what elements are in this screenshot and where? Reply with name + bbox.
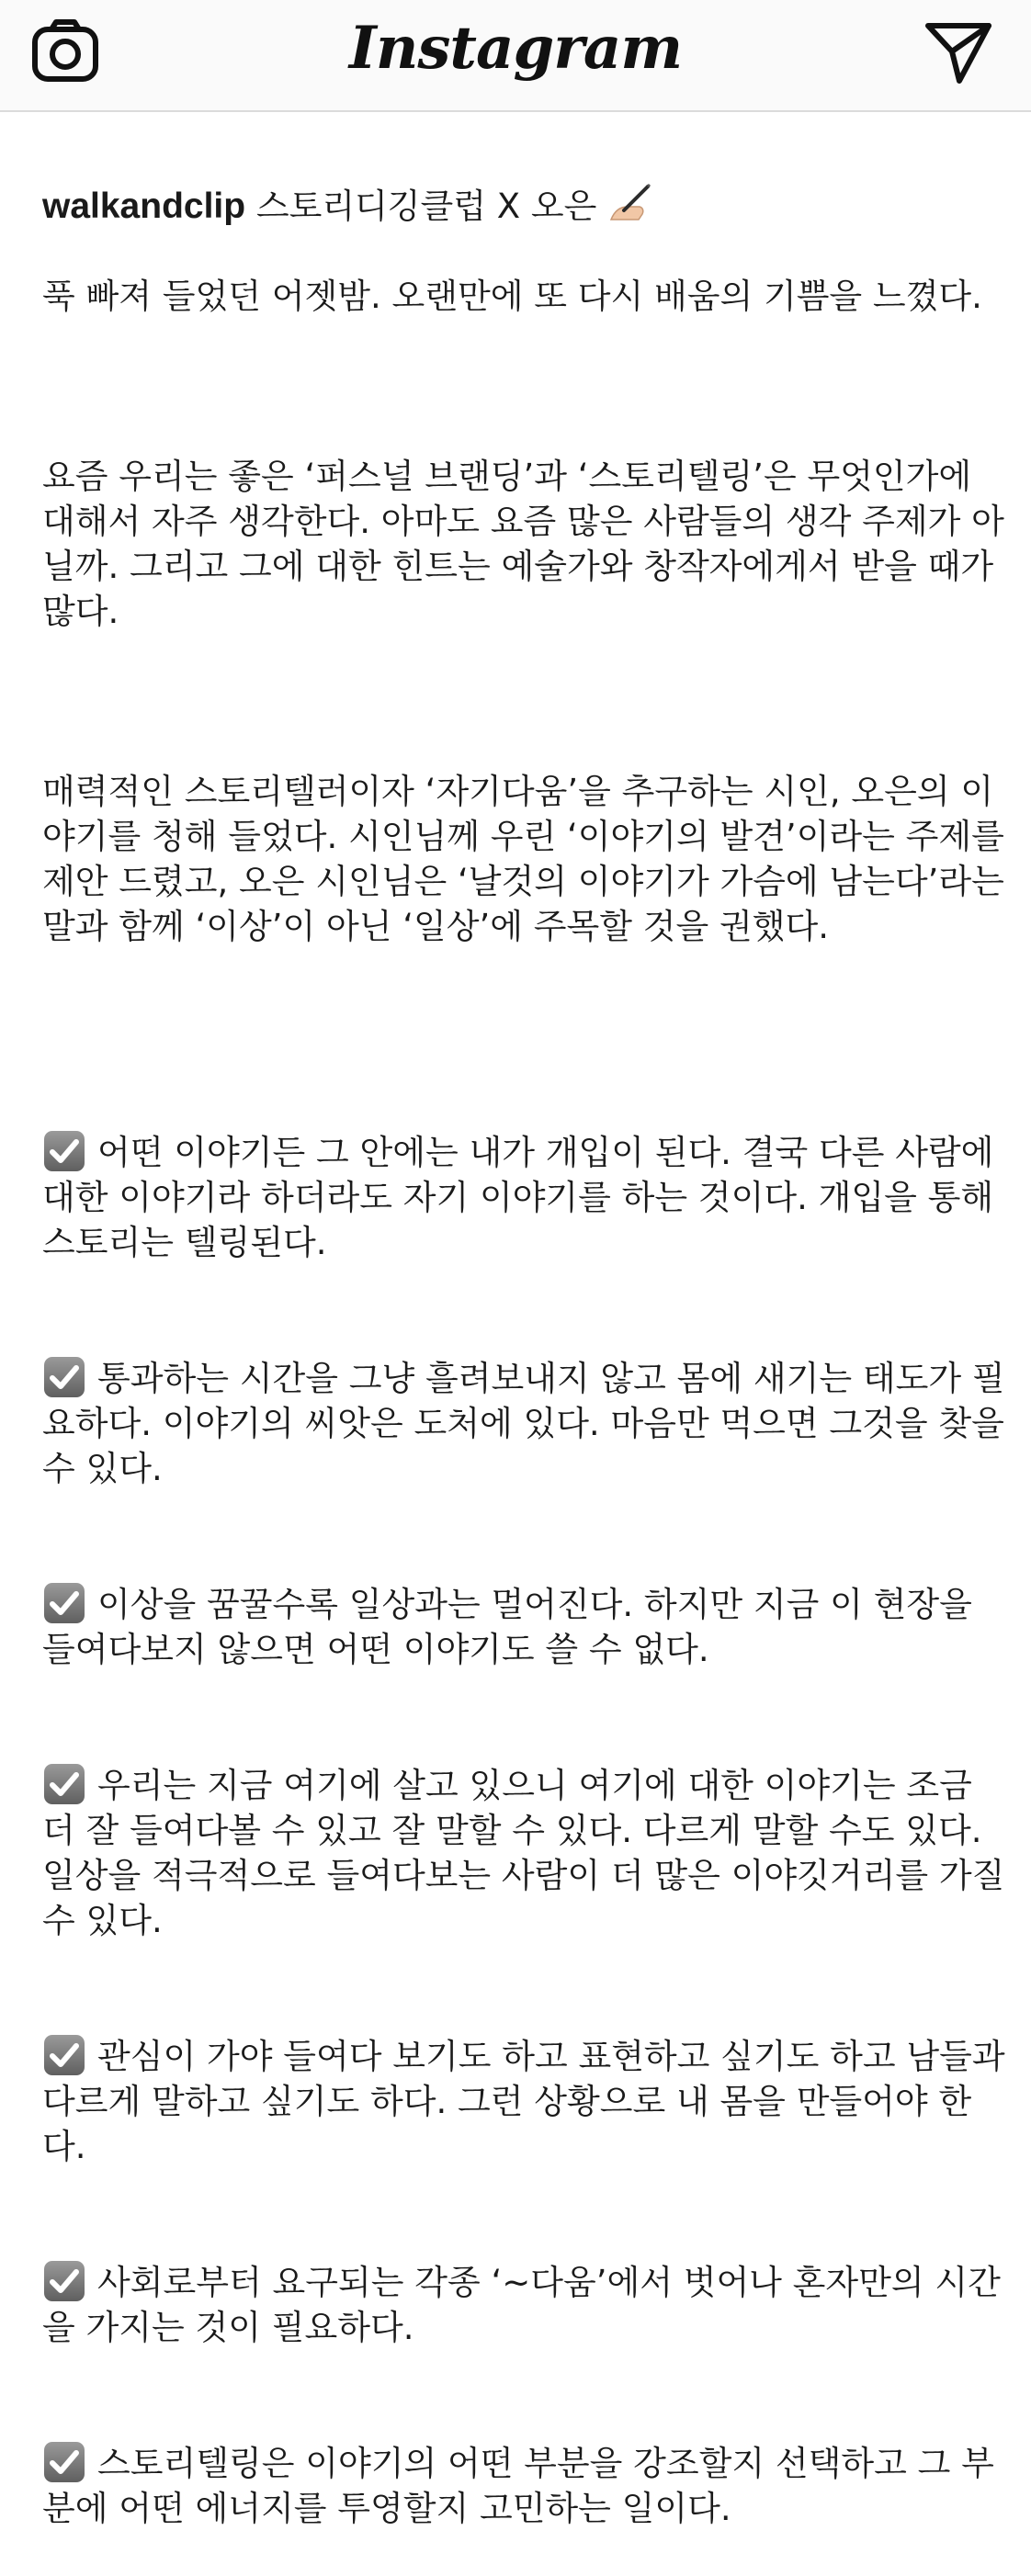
spacer: [42, 679, 1007, 724]
spacer: [42, 364, 1007, 409]
check-box-icon: [42, 2259, 86, 2303]
username-link[interactable]: walkandclip: [42, 186, 246, 226]
checklist-text: 이상을 꿈꿀수록 일상과는 멀어진다. 하지만 지금 이 현장을 들여다보지 않으면 어떤 이야기도 쓸 수 없다.: [42, 1585, 972, 1669]
checklist-text: 통과하는 시간을 그냥 흘려보내지 않고 몸에 새기는 태도가 필요하다. 이야기의 씨앗은 도처에 있다. 마음만 먹으면 그것을 찾을 수 있다.: [42, 1359, 1005, 1488]
checklist-item: [42, 1355, 1007, 1491]
caption-title: 스토리디깅클럽 X 오은: [245, 186, 597, 226]
caption-paragraph-2: 매력적인 스토리텔러이자 ‘자기다움’을 추구하는 시인, 오은의 이야기를 청해 들었다. 시인님께 우린 ‘이야기의 발견’이라는 주제를 제안 드렸고, 오은 시인님은 ‘날것의 이야기가 가슴에 남는다’라는 말과 함께 ‘이상’이 아닌 ‘일상’에 주목할 것을 권했다.: [42, 772, 1004, 946]
checklist-text: 스토리텔링은 이야기의 어떤 부분을 강조할지 선택하고 그 부분에 어떤 에너지를 투영할지 고민하는 일이다.: [42, 2444, 994, 2528]
direct-message-icon[interactable]: [924, 18, 992, 85]
writing-hand-icon: [606, 183, 651, 223]
check-box-icon: [42, 1129, 86, 1173]
caption-line-1: 푹 빠져 들었던 어젯밤. 오랜만에 또 다시 배움의 기쁨을 느꼈다.: [42, 277, 982, 316]
checklist-item: [42, 2440, 1007, 2531]
check-box-icon: [42, 1581, 86, 1625]
caption-headline: [42, 183, 1007, 229]
checklist-item: [42, 2033, 1007, 2169]
check-box-icon: [42, 1355, 86, 1399]
top-bar: [0, 0, 1031, 112]
post-caption: [42, 138, 1007, 2576]
check-box-icon: [42, 2033, 86, 2077]
check-box-icon: [42, 2440, 86, 2484]
checklist-text: 우리는 지금 여기에 살고 있으니 여기에 대한 이야기는 조금 더 잘 들여다볼 수 있고 잘 말할 수 있다. 다르게 말할 수도 있다. 일상을 적극적으로 들여다보는 사람이 더 많은 이야깃거리를 가질 수 있다.: [42, 1766, 1005, 1940]
checklist-item: [42, 1762, 1007, 1943]
checklist-item: [42, 1581, 1007, 1672]
checklist-text: 사회로부터 요구되는 각종 ‘~다움’에서 벗어나 혼자만의 시간을 가지는 것이 필요하다.: [42, 2263, 1001, 2347]
checklist-item: [42, 1129, 1007, 1265]
checklist-text: 어떤 이야기든 그 안에는 내가 개입이 된다. 결국 다른 사람에 대한 이야기라 하더라도 자기 이야기를 하는 것이다. 개입을 통해 스토리는 텔링된다.: [42, 1133, 994, 1262]
check-box-icon: [42, 1762, 86, 1806]
checklist-item: [42, 2259, 1007, 2350]
instagram-logo[interactable]: Instagram: [348, 14, 683, 83]
spacer: [42, 994, 1007, 1039]
caption-paragraph-1: 요즘 우리는 좋은 ‘퍼스널 브랜딩’과 ‘스토리텔링’은 무엇인가에 대해서 자주 생각한다. 아마도 요즘 많은 사람들의 생각 주제가 아닐까. 그리고 그에 대한 힌트는 예술가와 창작자에게서 받을 때가 많다.: [42, 457, 1004, 631]
checklist-text: 관심이 가야 들여다 보기도 하고 표현하고 싶기도 하고 남들과 다르게 말하고 싶기도 하다. 그런 상황으로 내 몸을 만들어야 한다.: [42, 2037, 1005, 2166]
